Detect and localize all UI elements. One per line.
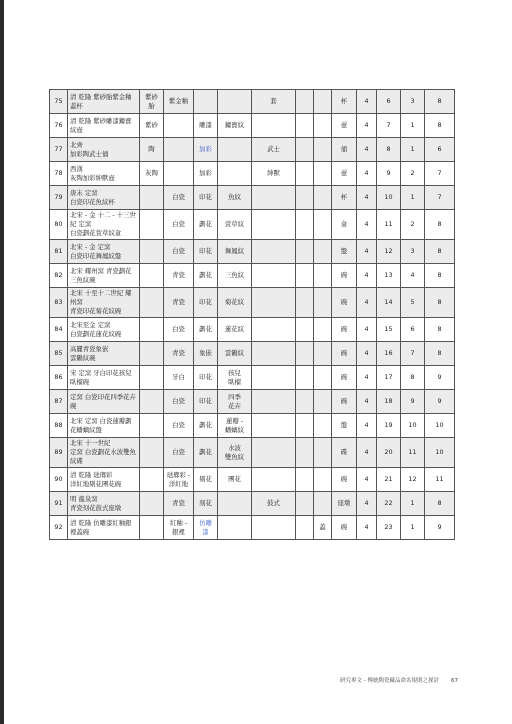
footer-title: 研究專文 - 傳統陶瓷藏品命名規則之探討 — [340, 678, 439, 684]
table-cell — [314, 264, 332, 288]
table-cell — [140, 342, 164, 366]
table-cell: 武士 — [252, 138, 296, 162]
catalog-table — [49, 89, 455, 540]
table-cell: 7 — [425, 186, 455, 210]
table-cell: 碟 — [332, 438, 357, 468]
table-cell: 86 — [50, 366, 68, 390]
table-cell: 1 — [401, 114, 425, 138]
table-cell: 6 — [377, 90, 401, 114]
table-cell: 78 — [50, 162, 68, 186]
table-cell: 仿雕 漆 — [194, 516, 218, 540]
table-cell — [140, 414, 164, 438]
table-cell: 12 — [377, 240, 401, 264]
table-cell: 清 乾隆 紫砂胎紫金釉蓋杯 — [68, 90, 140, 114]
table-cell: 清 乾隆 紫砂雕漆鏤寶紋壺 — [68, 114, 140, 138]
table-cell: 杯 — [332, 186, 357, 210]
table-cell: 白瓷 — [164, 318, 194, 342]
table-cell: 孩兒 臥榴 — [218, 366, 252, 390]
table-cell: 碗 — [332, 318, 357, 342]
table-cell: 琺瑯彩 - 洋紅地 — [164, 468, 194, 492]
table-cell — [314, 366, 332, 390]
table-cell: 8 — [401, 366, 425, 390]
table-cell — [164, 114, 194, 138]
table-cell: 劃花 — [194, 438, 218, 468]
table-cell — [252, 288, 296, 318]
table-cell: 89 — [50, 438, 68, 468]
table-cell: 水波 雙魚紋 — [218, 438, 252, 468]
table-cell — [140, 318, 164, 342]
table-cell: 87 — [50, 390, 68, 414]
table-row — [50, 318, 455, 342]
table-cell: 碗 — [332, 516, 357, 540]
table-cell: 西漢 灰陶加彩紳獸壺 — [68, 162, 140, 186]
table-cell: 定窯 白瓷印花四季花卉碗 — [68, 390, 140, 414]
table-row — [50, 414, 455, 438]
table-row — [50, 468, 455, 492]
table-cell: 劃花 — [194, 414, 218, 438]
table-cell — [140, 240, 164, 264]
table-cell: 13 — [377, 264, 401, 288]
table-cell: 10 — [401, 414, 425, 438]
table-cell: 碗 — [332, 264, 357, 288]
table-cell: 舞鳳紋 — [218, 240, 252, 264]
table-cell: 印花 — [194, 390, 218, 414]
table-cell — [314, 186, 332, 210]
table-cell — [296, 186, 314, 210]
table-cell: 4 — [357, 240, 377, 264]
table-cell — [252, 390, 296, 414]
table-cell: 蓋 — [314, 516, 332, 540]
table-cell: 10 — [377, 186, 401, 210]
table-cell: 印花 — [194, 186, 218, 210]
table-cell — [296, 114, 314, 138]
table-row — [50, 186, 455, 210]
table-cell: 盤 — [332, 414, 357, 438]
table-cell: 白瓷 — [164, 210, 194, 240]
table-cell: 20 — [377, 438, 401, 468]
table-cell: 高麗青瓷象嵌 雲鶴紋碗 — [68, 342, 140, 366]
table-row — [50, 288, 455, 318]
table-cell: 團花 — [218, 468, 252, 492]
table-cell: 9 — [425, 366, 455, 390]
table-cell — [252, 438, 296, 468]
table-cell — [218, 516, 252, 540]
table-cell — [252, 210, 296, 240]
table-cell — [296, 468, 314, 492]
table-cell: 75 — [50, 90, 68, 114]
table-cell — [296, 318, 314, 342]
table-cell — [314, 318, 332, 342]
table-cell: 80 — [50, 210, 68, 240]
table-cell: 8 — [425, 492, 455, 516]
table-cell: 北宋 十一世紀 定窯 白瓷劃花水波雙魚紋碟 — [68, 438, 140, 468]
table-cell: 碗 — [332, 390, 357, 414]
table-cell — [218, 90, 252, 114]
table-cell: 4 — [357, 90, 377, 114]
table-cell: 4 — [357, 318, 377, 342]
table-cell — [140, 186, 164, 210]
table-cell: 3 — [401, 240, 425, 264]
table-cell: 11 — [377, 210, 401, 240]
table-cell: 刻花 — [194, 492, 218, 516]
table-cell: 7 — [425, 162, 455, 186]
table-cell: 紫砂 — [140, 114, 164, 138]
table-cell: 清 乾隆 琺瑯彩 洋紅地剔花團花碗 — [68, 468, 140, 492]
table-cell — [314, 390, 332, 414]
table-cell — [140, 492, 164, 516]
table-cell: 劃花 — [194, 210, 218, 240]
table-cell — [296, 414, 314, 438]
table-cell: 2 — [401, 162, 425, 186]
table-cell: 4 — [357, 186, 377, 210]
table-cell: 4 — [357, 390, 377, 414]
table-cell: 6 — [401, 318, 425, 342]
table-cell — [252, 342, 296, 366]
table-cell: 8 — [425, 342, 455, 366]
table-cell — [252, 516, 296, 540]
table-cell: 杯 — [332, 90, 357, 114]
table-cell: 19 — [377, 414, 401, 438]
table-cell — [296, 516, 314, 540]
table-cell: 84 — [50, 318, 68, 342]
table-cell: 三魚紋 — [218, 264, 252, 288]
table-cell: 白瓷 — [164, 240, 194, 264]
table-cell: 12 — [401, 468, 425, 492]
table-cell: 8 — [425, 318, 455, 342]
table-cell — [218, 138, 252, 162]
table-cell — [140, 288, 164, 318]
table-cell — [140, 390, 164, 414]
table-cell — [314, 210, 332, 240]
table-cell: 四季 花卉 — [218, 390, 252, 414]
table-cell: 象嵌 — [194, 342, 218, 366]
table-cell: 紳獸 — [252, 162, 296, 186]
table-cell: 萱草紋 — [218, 210, 252, 240]
table-cell: 2 — [401, 210, 425, 240]
table-cell: 北齊 加彩陶武士俑 — [68, 138, 140, 162]
table-cell: 青瓷 — [164, 492, 194, 516]
table-cell: 7 — [377, 114, 401, 138]
table-cell: 11 — [401, 438, 425, 468]
table-cell: 白瓷 — [164, 390, 194, 414]
table-cell: 1 — [401, 516, 425, 540]
table-row — [50, 366, 455, 390]
table-cell — [314, 90, 332, 114]
table-cell: 92 — [50, 516, 68, 540]
table-cell — [314, 492, 332, 516]
table-cell — [314, 138, 332, 162]
table-cell: 盤 — [332, 240, 357, 264]
table-cell: 青瓷 — [164, 288, 194, 318]
table-cell: 座墩 — [332, 492, 357, 516]
table-cell — [296, 438, 314, 468]
table-cell — [314, 114, 332, 138]
table-cell — [140, 366, 164, 390]
table-cell: 8 — [377, 138, 401, 162]
page-footer — [0, 676, 458, 684]
table-cell: 81 — [50, 240, 68, 264]
table-cell: 82 — [50, 264, 68, 288]
table-cell: 1 — [401, 138, 425, 162]
table-cell: 青瓷 — [164, 264, 194, 288]
table-cell — [314, 468, 332, 492]
table-cell — [252, 264, 296, 288]
table-cell: 鼓式 — [252, 492, 296, 516]
table-cell: 劃花 — [194, 264, 218, 288]
table-cell — [252, 414, 296, 438]
table-cell — [140, 516, 164, 540]
table-cell: 雕漆 — [194, 114, 218, 138]
table-cell: 盒 — [332, 210, 357, 240]
table-cell: 6 — [425, 138, 455, 162]
table-row — [50, 390, 455, 414]
table-cell — [314, 342, 332, 366]
table-cell: 劃花 — [194, 318, 218, 342]
table-cell: 8 — [425, 90, 455, 114]
table-cell: 紫金釉 — [164, 90, 194, 114]
table-cell: 4 — [357, 366, 377, 390]
table-cell: 88 — [50, 414, 68, 438]
table-cell: 白瓷 — [164, 186, 194, 210]
table-cell — [194, 90, 218, 114]
table-cell: 14 — [377, 288, 401, 318]
table-cell: 蓮花紋 — [218, 318, 252, 342]
table-cell: 76 — [50, 114, 68, 138]
table-cell: 77 — [50, 138, 68, 162]
table-cell: 青瓷 — [164, 342, 194, 366]
table-cell — [140, 468, 164, 492]
table-cell: 4 — [357, 468, 377, 492]
table-cell — [296, 138, 314, 162]
table-row — [50, 90, 455, 114]
table-cell: 10 — [425, 438, 455, 468]
table-cell — [252, 366, 296, 390]
table-cell: 1 — [401, 492, 425, 516]
table-cell: 壺 — [332, 162, 357, 186]
table-cell: 印花 — [194, 288, 218, 318]
table-cell: 4 — [357, 414, 377, 438]
table-cell — [296, 492, 314, 516]
table-cell: 85 — [50, 342, 68, 366]
table-cell — [296, 210, 314, 240]
table-cell: 4 — [357, 210, 377, 240]
table-cell: 唐末 定窯 白瓷印花魚紋杯 — [68, 186, 140, 210]
page-edge — [0, 0, 4, 724]
table-cell: 90 — [50, 468, 68, 492]
table-cell: 雲鶴紋 — [218, 342, 252, 366]
table-cell: 22 — [377, 492, 401, 516]
table-cell: 清 乾隆 仿雕漆紅釉銀裡蓋碗 — [68, 516, 140, 540]
table-cell: 18 — [377, 390, 401, 414]
page-number: 67 — [451, 678, 458, 684]
table-cell: 9 — [425, 390, 455, 414]
table-cell: 4 — [357, 138, 377, 162]
table-row — [50, 210, 455, 240]
table-cell: 23 — [377, 516, 401, 540]
table-cell: 3 — [401, 90, 425, 114]
table-cell: 魚紋 — [218, 186, 252, 210]
table-row — [50, 264, 455, 288]
table-cell: 灰陶 — [140, 162, 164, 186]
table-cell: 8 — [425, 210, 455, 240]
table-cell — [314, 240, 332, 264]
table-cell: 北宋 - 金 十二 - 十三世紀 定窯 白瓷劃花萱草紋盒 — [68, 210, 140, 240]
table-cell — [252, 318, 296, 342]
table-cell: 壺 — [332, 114, 357, 138]
table-cell: 北宋 十至十二世紀 耀州窯 青瓷印花菊花紋碗 — [68, 288, 140, 318]
table-cell: 8 — [425, 240, 455, 264]
table-cell — [252, 240, 296, 264]
table-cell — [218, 162, 252, 186]
table-row — [50, 516, 455, 540]
table-cell: 碗 — [332, 288, 357, 318]
table-cell: 紫砂胎 — [140, 90, 164, 114]
table-row — [50, 240, 455, 264]
table-cell: 5 — [401, 288, 425, 318]
table-row — [50, 114, 455, 138]
table-cell: 16 — [377, 342, 401, 366]
table-cell: 陶 — [140, 138, 164, 162]
table-cell — [218, 492, 252, 516]
table-cell: 4 — [357, 288, 377, 318]
table-cell: 83 — [50, 288, 68, 318]
table-cell: 4 — [357, 438, 377, 468]
table-cell: 15 — [377, 318, 401, 342]
table-row — [50, 342, 455, 366]
table-cell — [296, 162, 314, 186]
table-cell: 8 — [425, 264, 455, 288]
table-cell: 4 — [357, 516, 377, 540]
table-cell — [296, 264, 314, 288]
table-cell — [296, 240, 314, 264]
table-cell: 剔花 — [194, 468, 218, 492]
table-cell: 加彩 — [194, 162, 218, 186]
table-cell: 17 — [377, 366, 401, 390]
table-cell: 碗 — [332, 342, 357, 366]
table-cell: 8 — [425, 114, 455, 138]
table-cell — [296, 288, 314, 318]
table-cell: 7 — [401, 342, 425, 366]
table-body — [50, 90, 455, 540]
table-cell: 9 — [377, 162, 401, 186]
table-cell: 碗 — [332, 366, 357, 390]
table-cell: 北宋 定窯 白瓷蓮瓣劃花蟠螭紋盤 — [68, 414, 140, 438]
table-cell: 印花 — [194, 240, 218, 264]
table-row — [50, 138, 455, 162]
table-row — [50, 438, 455, 468]
table-cell: 21 — [377, 468, 401, 492]
table-cell — [296, 90, 314, 114]
table-cell: 79 — [50, 186, 68, 210]
table-cell — [296, 390, 314, 414]
table-cell — [314, 438, 332, 468]
table-cell: 91 — [50, 492, 68, 516]
table-cell: 8 — [425, 288, 455, 318]
table-cell — [164, 138, 194, 162]
table-cell: 4 — [357, 114, 377, 138]
table-cell: 4 — [357, 492, 377, 516]
table-cell: 套 — [252, 90, 296, 114]
table-cell — [314, 288, 332, 318]
table-cell — [314, 162, 332, 186]
table-cell: 10 — [425, 414, 455, 438]
table-cell — [252, 114, 296, 138]
table-cell: 北宋至金 定窯 白瓷劃花蓮花紋碗 — [68, 318, 140, 342]
table-cell — [314, 414, 332, 438]
table-cell — [296, 342, 314, 366]
table-cell — [140, 264, 164, 288]
table-cell: 4 — [401, 264, 425, 288]
table-cell: 明 龍泉窯 青瓷刻花鼓式座墩 — [68, 492, 140, 516]
table-cell — [140, 438, 164, 468]
table-cell: 蓮瓣 - 蟠螭紋 — [218, 414, 252, 438]
table-cell — [140, 210, 164, 240]
table-cell: 白瓷 — [164, 438, 194, 468]
table-cell: 北宋 - 金 定窯 白瓷印花舞鳳紋盤 — [68, 240, 140, 264]
table-cell: 印花 — [194, 366, 218, 390]
table-cell: 4 — [357, 162, 377, 186]
table-cell: 9 — [425, 516, 455, 540]
table-cell: 鏤寶紋 — [218, 114, 252, 138]
table-cell: 紅釉 - 銀裡 — [164, 516, 194, 540]
table-cell: 4 — [357, 264, 377, 288]
table-cell: 白瓷 — [164, 414, 194, 438]
table-cell — [252, 186, 296, 210]
table-row — [50, 492, 455, 516]
table-cell — [252, 468, 296, 492]
table-row — [50, 162, 455, 186]
table-cell: 宋 定窯 牙白印花孩兒臥榴碗 — [68, 366, 140, 390]
table-cell — [296, 366, 314, 390]
table-cell: 碗 — [332, 468, 357, 492]
table-cell: 11 — [425, 468, 455, 492]
table-cell: 9 — [401, 390, 425, 414]
table-cell: 牙白 — [164, 366, 194, 390]
table-cell: 菊花紋 — [218, 288, 252, 318]
table-cell: 加彩 — [194, 138, 218, 162]
table-cell: 北宋 耀州窯 青瓷劃花三魚紋碗 — [68, 264, 140, 288]
table-cell — [164, 162, 194, 186]
table-cell: 1 — [401, 186, 425, 210]
table-cell: 俑 — [332, 138, 357, 162]
table-cell: 4 — [357, 342, 377, 366]
